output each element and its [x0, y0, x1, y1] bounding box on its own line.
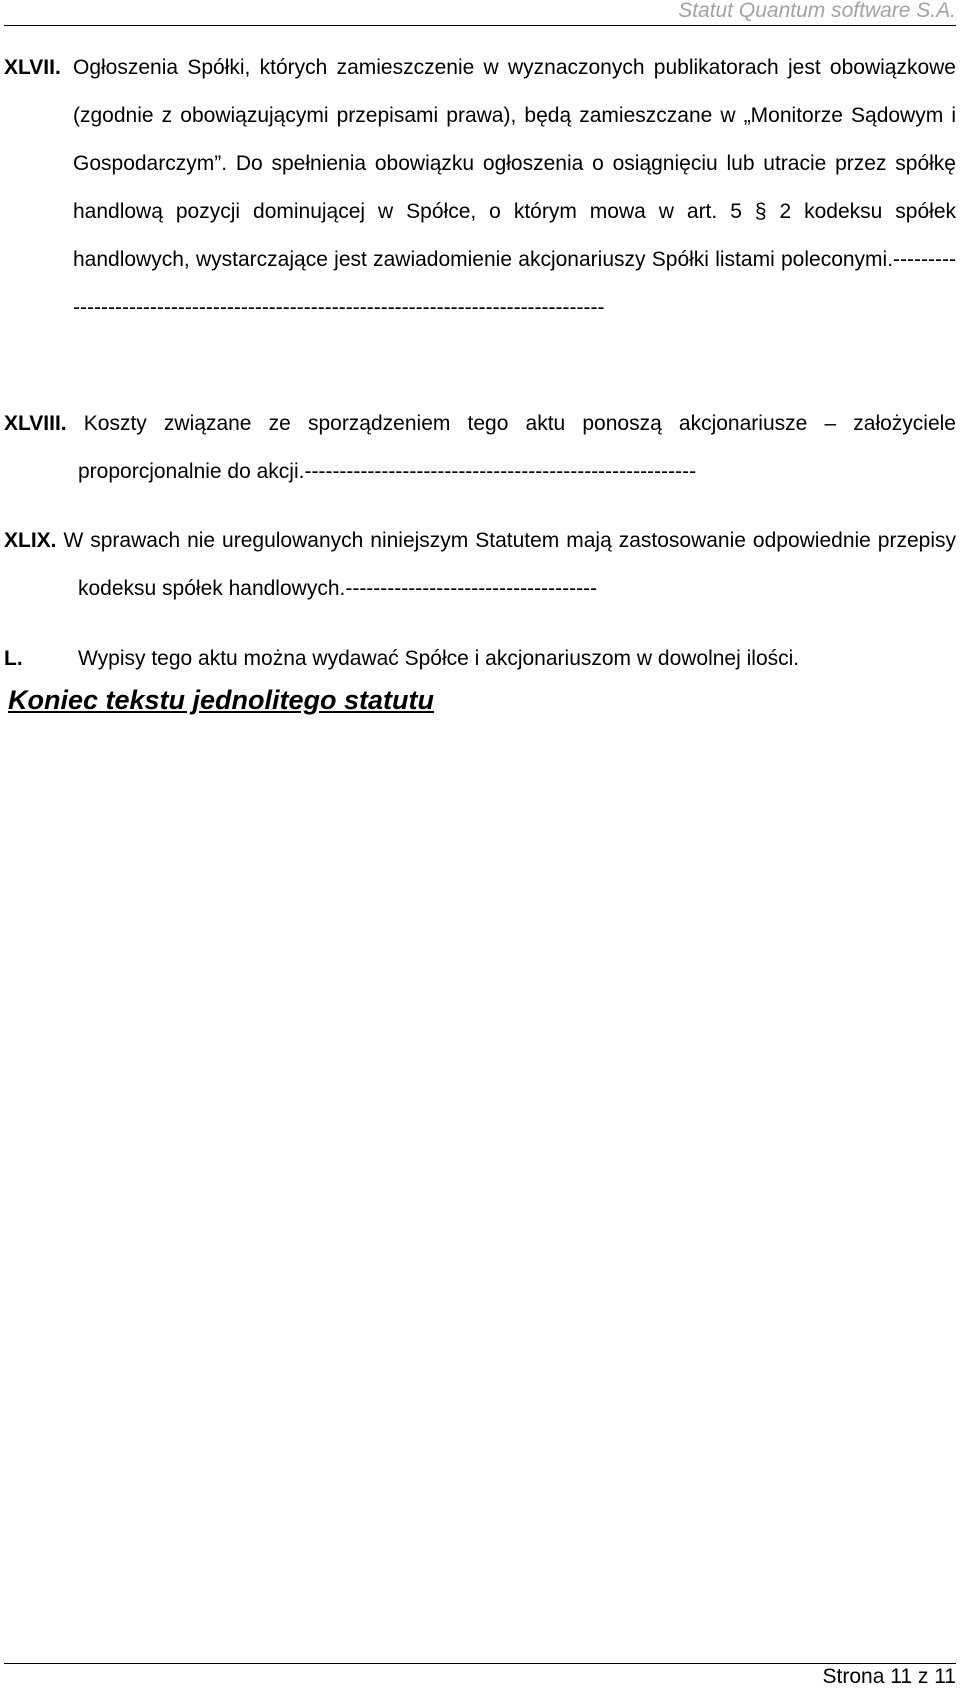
article-number: L. — [4, 647, 23, 670]
article-number: XLVIII. — [4, 412, 67, 435]
page-header — [4, 0, 956, 26]
article-text: Koszty związane ze sporządzeniem tego aktu ponoszą akcjonariusze – założyciele proporcjonalnie do akcji.-------------------------------------------------------- — [66, 412, 956, 483]
article-number: XLVII. — [4, 56, 61, 79]
article-text: Ogłoszenia Spółki, których zamieszczenie w wyznaczonych publikatorach jest obowiązkowe (zgodnie z obowiązującymi przepisami prawa), będą zamieszczane w „Monitorze Sądowym i Gospodarczym”. Do spełnienia obowiązku ogłoszenia o osiągnięciu lub utracie przez spółkę handlową pozycji dominującej w Spółce, o którym mowa w art. 5 § 2 kodeksu spółek handlowych, wystarczające jest zawiadomienie akcjonariuszy Spółki listami poleconymi.------------------------------------------------------------------------------------- — [73, 56, 956, 319]
article-body — [4, 517, 956, 613]
article-text: W sprawach nie uregulowanych niniejszym Statutem mają zastosowanie odpowiednie przepisy kodeksu spółek handlowych.------------------------------------ — [56, 529, 956, 600]
header-title: Statut Quantum software S.A. — [678, 0, 956, 22]
page-footer — [4, 1663, 956, 1687]
article-xlviii — [4, 400, 954, 510]
page-number: Strona 11 z 11 — [822, 1665, 956, 1688]
article-xlix — [4, 517, 954, 627]
article-body — [4, 400, 956, 496]
article-xlvii — [4, 44, 954, 384]
article-text: Wypisy tego aktu można wydawać Spółce i akcjonariuszom w dowolnej ilości. — [78, 647, 800, 670]
article-number: XLIX. — [4, 529, 57, 552]
closing-title: Koniec tekstu jednolitego statutu — [8, 685, 435, 715]
